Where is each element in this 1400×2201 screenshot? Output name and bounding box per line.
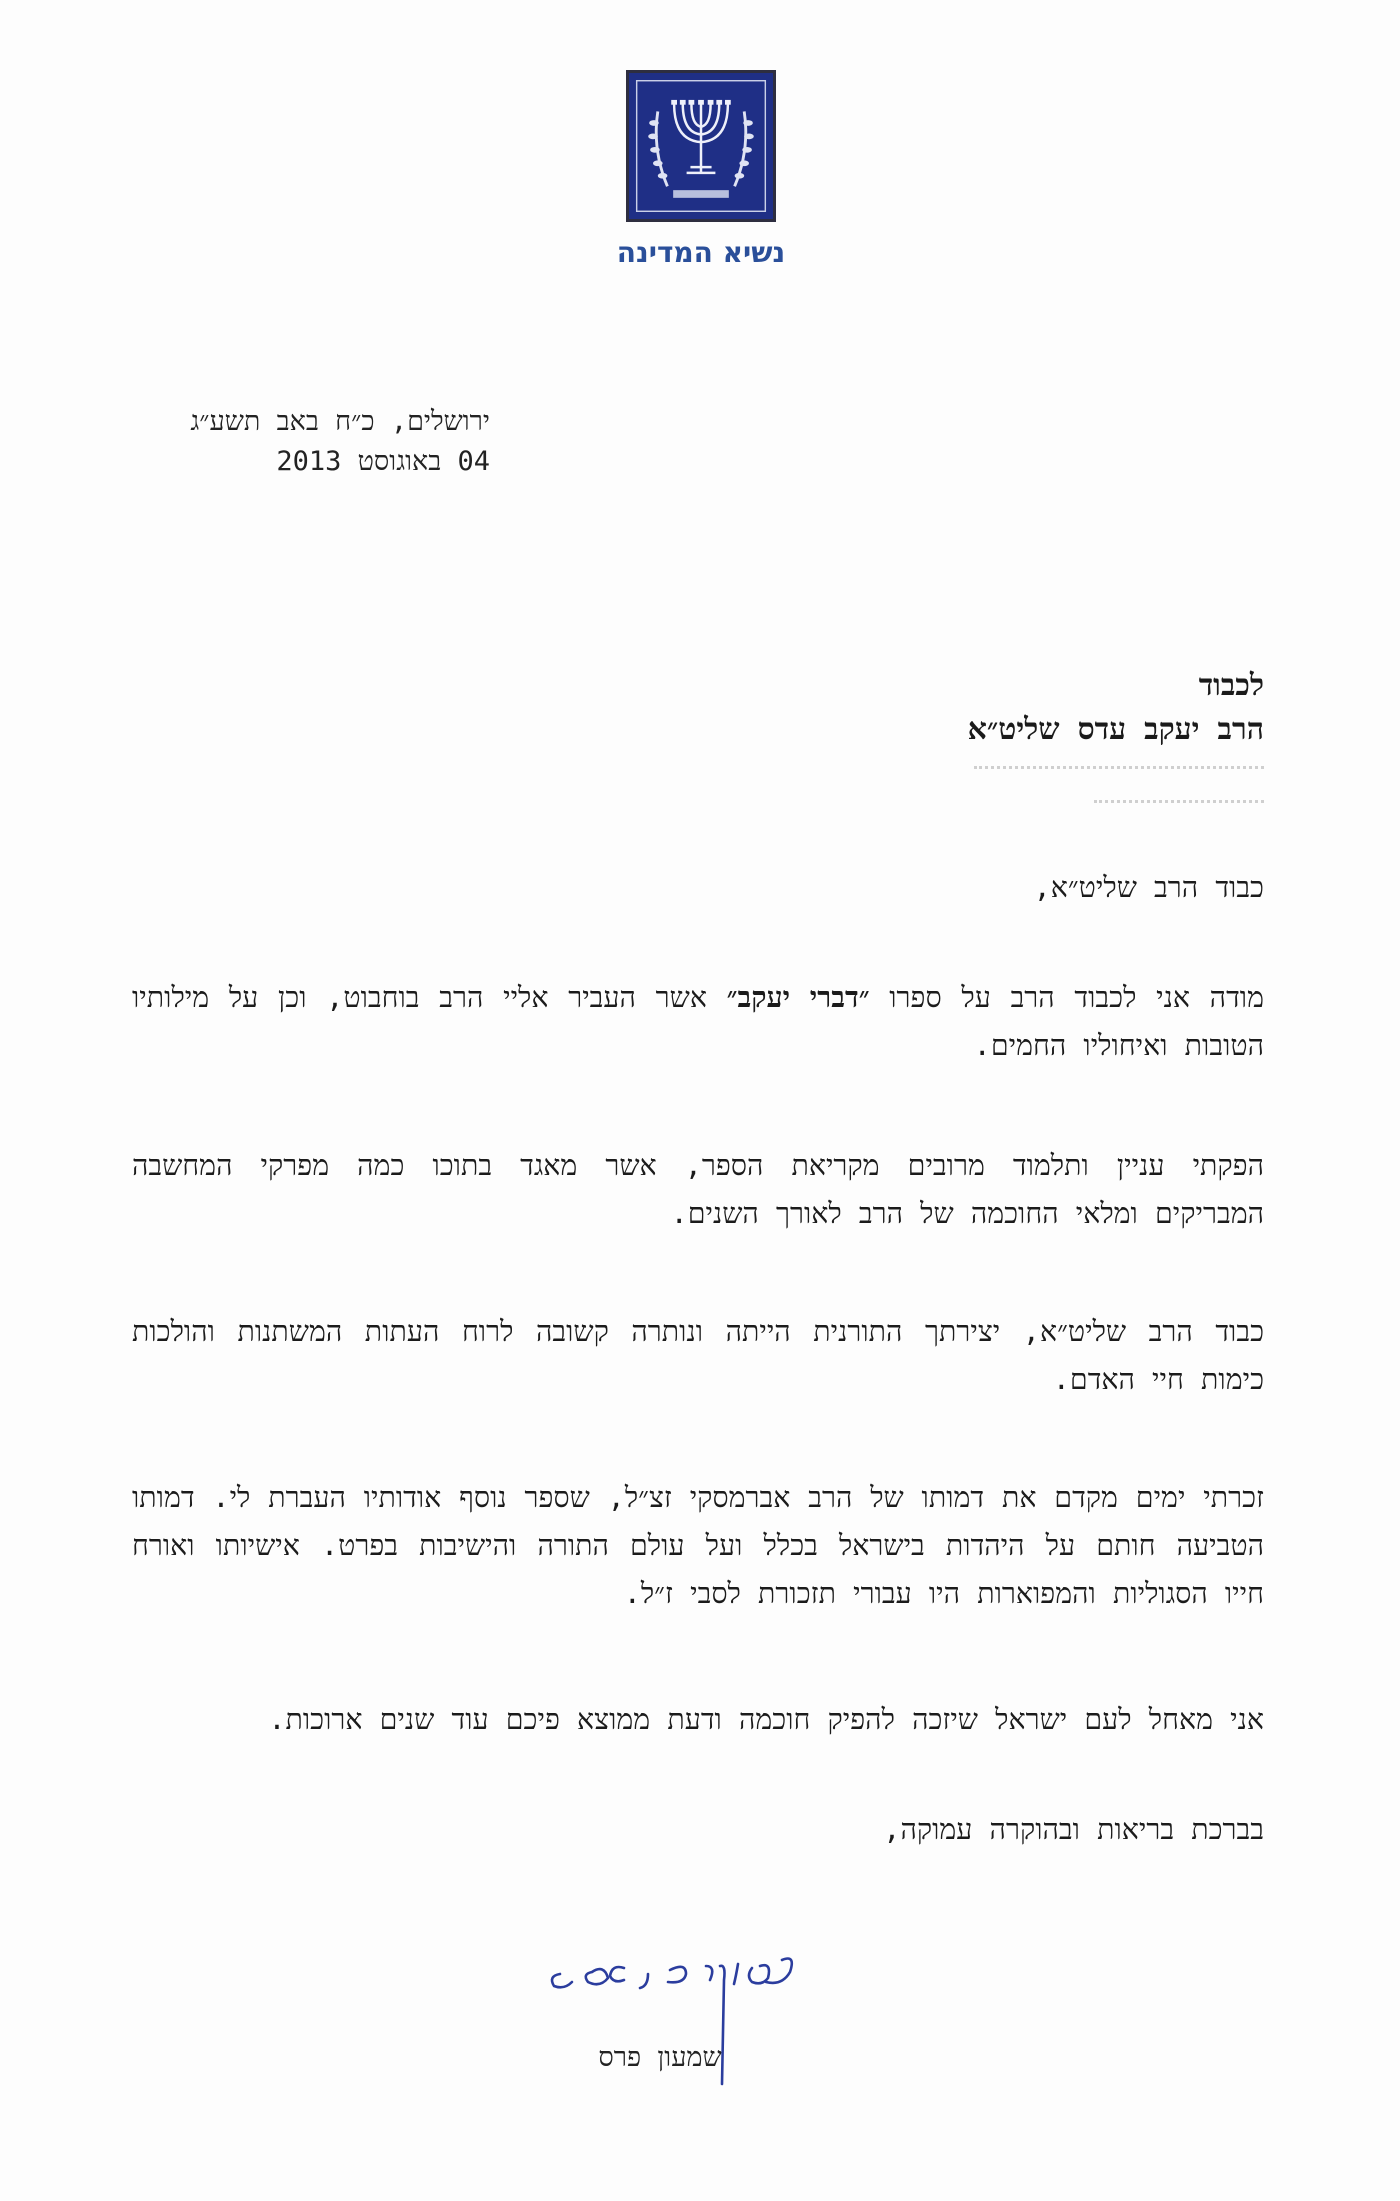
office-title: נשיא המדינה [616,236,786,269]
salutation: כבוד הרב שליט״א, [1033,871,1264,904]
redacted-address-line [1094,800,1264,809]
paragraph-wishes: אני מאחל לעם ישראל שיזכה להפיק חוכמה ודעת ממוצא פיכם עוד שנים ארוכות. [268,1703,1264,1736]
date-block [130,402,490,482]
paragraph-thanks [132,974,1264,1070]
paragraph-reading: הפקתי עניין ותלמוד מרובים מקריאת הספר, אשר מאגד בתוכו כמה מפרקי המחשבה המבריקים ומלאי החוכמה של הרב לאורך השנים. [132,1149,1264,1230]
handwritten-signature [520,1924,820,2114]
closing-line: בברכת בריאות ובהוקרה עמוקה, [883,1813,1264,1846]
paragraph-creation: כבוד הרב שליט״א, יצירתך התורנית הייתה ונותרה קשובה לרוח העתות המשתנות והולכות כימות חיי האדם. [132,1315,1264,1396]
signer-name: שמעון פרס [598,2042,722,2073]
redacted-address-line [974,766,1264,775]
book-title: ״דברי יעקב״ [726,981,870,1014]
paragraph-memory: זכרתי ימים מקדם את דמותו של הרב אברמסקי זצ״ל, שספר נוסף אודותיו העברת לי. דמותו הטביעה חותם על היהדות בישראל בכלל ועל עולם התורה והישיבות בפרט. אישיותו ואורח חייו הסגוליות והמפוארות היו עבורי תזכורת לסבי ז״ל. [132,1481,1264,1610]
paragraph-text: מודה אני לכבוד הרב על ספרו [869,981,1264,1014]
hebrew-date: ירושלים, כ״ח באב תשע״ג [190,406,490,437]
menorah-emblem-icon [626,70,776,222]
addressee-name: הרב יעקב עדס שליט״א [967,712,1264,747]
paragraph-text: אשר העביר אליי הרב בוחבוט, וכן על מילותיו הטובות ואיחוליו החמים. [132,981,1264,1062]
gregorian-date: 04 באוגוסט 2013 [276,446,490,477]
addressee-honorific: לכבוד [1198,668,1264,703]
addressee-block [664,664,1264,752]
